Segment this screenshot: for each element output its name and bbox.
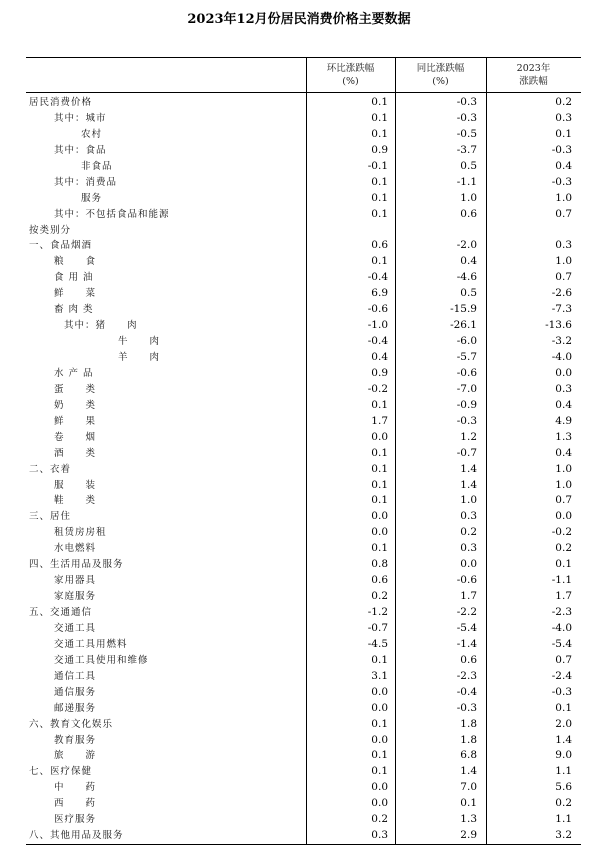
cell-mom: 0.9 (371, 143, 388, 156)
row-label: 羊 肉 (118, 352, 161, 363)
row-label: 教育服务 (54, 734, 97, 746)
cell-mom: 0.0 (371, 733, 388, 746)
table-row (26, 286, 581, 302)
table-row (26, 493, 581, 509)
cell-year: 2.0 (555, 717, 572, 730)
table-row (26, 701, 581, 717)
cell-yoy: 2.9 (460, 829, 477, 842)
row-label: 农村 (81, 128, 103, 140)
header-yoy (395, 58, 486, 92)
row-label: 奶 类 (54, 399, 97, 411)
cell-mom: 0.0 (371, 685, 388, 698)
cell-year: 1.0 (555, 191, 572, 204)
cell-yoy: -0.5 (456, 127, 477, 140)
table-row (26, 159, 581, 175)
cell-year: 0.1 (555, 127, 572, 140)
cell-mom: -1.0 (367, 319, 388, 332)
cell-mom: 0.1 (371, 446, 388, 459)
cell-year: 0.7 (555, 494, 572, 507)
table-row (26, 95, 581, 111)
table-row (26, 462, 581, 478)
table-body (26, 93, 581, 845)
cell-yoy: -0.7 (456, 446, 477, 459)
cell-year: 4.9 (555, 414, 572, 427)
cell-year: 0.3 (555, 239, 572, 252)
cell-yoy: -0.3 (456, 96, 477, 108)
cell-yoy: -4.6 (456, 271, 477, 284)
table-row (26, 366, 581, 382)
table-row (26, 175, 581, 191)
cell-mom: 0.1 (371, 398, 388, 411)
table-row (26, 446, 581, 462)
table-row (26, 398, 581, 414)
cell-yoy: -3.7 (456, 143, 477, 156)
cell-yoy: 0.6 (460, 207, 477, 220)
cell-yoy: -0.3 (456, 414, 477, 427)
cell-yoy: 1.0 (460, 191, 477, 204)
table-row (26, 191, 581, 207)
cell-mom: 0.1 (371, 653, 388, 666)
row-label: 蛋 类 (54, 383, 97, 395)
cell-yoy: -2.0 (456, 239, 477, 252)
cell-mom: 0.1 (371, 207, 388, 220)
cell-year: -1.1 (551, 574, 572, 587)
cell-yoy: -6.0 (456, 335, 477, 348)
cell-mom: 0.6 (371, 574, 388, 587)
row-label: 其中：不包括食品和能源 (54, 208, 170, 220)
cell-year: 0.7 (555, 207, 572, 220)
cell-year: 3.2 (555, 829, 572, 842)
table-row (26, 207, 581, 223)
table-row (26, 621, 581, 637)
cell-year: 0.1 (555, 558, 572, 571)
table-row (26, 111, 581, 127)
cell-mom: 0.3 (371, 829, 388, 842)
row-label: 鲜 果 (54, 415, 97, 427)
cell-yoy: 0.0 (460, 558, 477, 571)
cell-yoy: -2.2 (456, 606, 477, 618)
cell-year: 0.7 (555, 653, 572, 666)
row-label: 二、衣着 (29, 463, 72, 475)
cell-mom: 0.1 (371, 96, 388, 108)
cell-yoy: 0.5 (460, 287, 477, 300)
row-label: 交通工具用燃料 (54, 638, 128, 650)
cell-mom: 0.0 (371, 430, 388, 443)
cell-yoy: 0.2 (460, 526, 477, 539)
table-row (26, 796, 581, 812)
cell-year: -2.4 (551, 669, 572, 682)
cell-mom: -0.1 (367, 159, 388, 172)
cell-mom: 0.9 (371, 366, 388, 379)
table-row (26, 557, 581, 573)
table-row (26, 812, 581, 828)
row-label: 其中：消费品 (54, 176, 118, 188)
table-row (26, 780, 581, 796)
row-label: 服务 (81, 192, 103, 204)
cell-yoy: 1.7 (460, 590, 477, 603)
cell-mom: 0.1 (371, 478, 388, 491)
row-label: 旅 游 (54, 750, 97, 762)
cell-mom: 0.0 (371, 797, 388, 810)
page-title: 2023年12月份居民消费价格主要数据 (187, 12, 411, 27)
cell-mom: 0.1 (371, 191, 388, 204)
cell-year: 0.2 (555, 542, 572, 555)
cell-year: 0.2 (555, 96, 572, 108)
row-label: 其中：食品 (54, 144, 107, 156)
table-row (26, 541, 581, 557)
cell-year: -2.6 (551, 287, 572, 300)
cell-mom: 0.1 (371, 462, 388, 475)
cell-yoy: 0.6 (460, 653, 477, 666)
table-row (26, 733, 581, 749)
cell-yoy: -1.1 (456, 175, 477, 188)
row-label: 八、其他用品及服务 (29, 830, 124, 842)
cell-yoy: 6.8 (460, 749, 477, 762)
row-label: 酒 类 (54, 447, 97, 459)
table-row (26, 653, 581, 669)
cell-year: 1.1 (555, 813, 572, 826)
cell-mom: 3.1 (371, 669, 388, 682)
cell-year: 1.0 (555, 462, 572, 475)
row-label: 卷 烟 (54, 431, 97, 443)
cell-mom: 0.0 (371, 526, 388, 539)
cell-year: -0.3 (551, 685, 572, 698)
row-label: 交通工具 (54, 622, 97, 634)
row-label: 家庭服务 (54, 591, 97, 603)
cell-year: 5.6 (555, 781, 572, 794)
cell-year: 1.3 (555, 430, 572, 443)
cell-yoy: 1.4 (460, 462, 477, 475)
cell-mom: 0.1 (371, 765, 388, 778)
cell-mom: 0.1 (371, 542, 388, 555)
cell-year: 1.4 (555, 733, 572, 746)
cell-mom: -0.4 (367, 271, 388, 284)
cell-yoy: -0.3 (456, 111, 477, 124)
cell-yoy: -5.4 (456, 621, 477, 634)
cell-yoy: 0.3 (460, 510, 477, 523)
table-row (26, 573, 581, 589)
cell-yoy: 1.8 (460, 717, 477, 730)
cell-yoy: -0.6 (456, 574, 477, 587)
cell-year: -2.3 (551, 606, 572, 618)
cell-yoy: -1.4 (456, 637, 477, 650)
cell-mom: 0.1 (371, 749, 388, 762)
cell-mom: 0.0 (371, 781, 388, 794)
row-label: 五、交通通信 (29, 607, 93, 618)
row-label: 服 装 (54, 479, 97, 491)
cell-yoy: 0.3 (460, 542, 477, 555)
table-row (26, 525, 581, 541)
header-mom-line1: 环比涨跌幅 (326, 63, 375, 74)
cell-mom: 0.0 (371, 510, 388, 523)
row-label: 鞋 类 (54, 495, 97, 507)
row-label: 畜 肉 类 (54, 304, 94, 316)
header-yoy-line1: 同比涨跌幅 (416, 63, 465, 74)
cpi-table (26, 57, 581, 845)
header-year (486, 58, 581, 92)
table-row (26, 478, 581, 494)
row-label: 租赁房房租 (54, 527, 107, 539)
row-label: 其中：猪 肉 (64, 320, 138, 332)
cell-mom: 0.2 (371, 590, 388, 603)
cell-year: 1.7 (555, 590, 572, 603)
row-label: 七、医疗保健 (29, 766, 93, 778)
cell-yoy: 1.2 (460, 430, 477, 443)
cell-year: 0.7 (555, 271, 572, 284)
cell-mom: -4.5 (367, 637, 388, 650)
table-row (26, 143, 581, 159)
table-row (26, 764, 581, 780)
row-label: 一、食品烟酒 (29, 240, 93, 252)
table-row (26, 254, 581, 270)
cell-mom: -0.2 (367, 382, 388, 395)
cell-mom: 0.1 (371, 255, 388, 268)
cell-yoy: -0.4 (456, 685, 477, 698)
cell-mom: 0.1 (371, 111, 388, 124)
row-label: 食 用 油 (54, 272, 94, 284)
row-label: 邮递服务 (54, 702, 97, 714)
header-year-line1: 2023年 (516, 63, 551, 74)
row-label: 四、生活用品及服务 (29, 559, 124, 571)
cell-year: -4.0 (551, 621, 572, 634)
table-row (26, 382, 581, 398)
table-row (26, 717, 581, 733)
row-label: 非食品 (81, 160, 113, 172)
table-row (26, 127, 581, 143)
header-yoy-line2: (%) (432, 76, 449, 87)
cell-mom: 1.7 (371, 414, 388, 427)
cell-yoy: 1.3 (460, 813, 477, 826)
row-label: 通信服务 (54, 686, 97, 698)
table-row (26, 414, 581, 430)
cell-year: 1.0 (555, 478, 572, 491)
cell-mom: 6.9 (371, 287, 388, 300)
cell-mom: -0.6 (367, 303, 388, 316)
header-mom-line2: (%) (342, 76, 359, 87)
table-row (26, 589, 581, 605)
table-row (26, 334, 581, 350)
cell-yoy: -5.7 (456, 351, 477, 363)
cell-yoy: -7.0 (456, 382, 477, 395)
cell-year: 0.4 (555, 446, 572, 459)
cell-yoy: 1.4 (460, 765, 477, 778)
cell-year: -0.3 (551, 143, 572, 156)
row-label: 家用器具 (54, 575, 97, 587)
cell-mom: 0.1 (371, 717, 388, 730)
cell-mom: 0.1 (371, 494, 388, 507)
row-label: 西 药 (54, 798, 97, 810)
cell-yoy: 7.0 (460, 781, 477, 794)
cell-year: 0.3 (555, 382, 572, 395)
cell-year: -0.3 (551, 175, 572, 188)
cell-year: 9.0 (555, 749, 572, 762)
cell-mom: 0.0 (371, 701, 388, 714)
row-label: 按类别分 (29, 224, 72, 236)
cell-mom: 0.8 (371, 558, 388, 571)
cell-year: 0.0 (555, 366, 572, 379)
row-label: 牛 肉 (118, 336, 161, 348)
cell-year: 0.1 (555, 701, 572, 714)
cell-yoy: -26.1 (450, 319, 477, 332)
header-year-line2: 涨跌幅 (519, 76, 548, 87)
cell-yoy: 0.4 (460, 255, 477, 268)
cell-year: 0.0 (555, 510, 572, 523)
row-label: 粮 食 (54, 256, 97, 268)
table-row (26, 302, 581, 318)
cell-year: 0.4 (555, 398, 572, 411)
table-row (26, 430, 581, 446)
cell-mom: -0.4 (367, 335, 388, 348)
row-label: 水电燃料 (54, 543, 97, 555)
cell-mom: 0.6 (371, 239, 388, 252)
row-label: 通信工具 (54, 670, 97, 682)
cell-year: 0.4 (555, 159, 572, 172)
row-label: 医疗服务 (54, 814, 97, 826)
table-row (26, 509, 581, 525)
cell-year: 0.2 (555, 797, 572, 810)
cell-yoy: 1.8 (460, 733, 477, 746)
row-label: 居民消费价格 (29, 97, 93, 108)
table-row (26, 605, 581, 621)
row-label: 三、居住 (29, 511, 72, 523)
cell-yoy: 1.4 (460, 478, 477, 491)
row-label: 交通工具使用和维修 (54, 654, 149, 666)
cell-yoy: -15.9 (450, 303, 477, 316)
cell-year: -13.6 (545, 319, 572, 332)
cell-year: 1.1 (555, 765, 572, 778)
cell-yoy: -0.9 (456, 398, 477, 411)
table-row (26, 669, 581, 685)
cell-year: -0.2 (551, 526, 572, 539)
table-header (26, 57, 581, 93)
row-label: 六、教育文化娱乐 (29, 718, 114, 730)
header-mom (306, 58, 395, 92)
row-label: 水 产 品 (54, 367, 94, 379)
table-row (26, 270, 581, 286)
table-row (26, 637, 581, 653)
cell-mom: -0.7 (367, 621, 388, 634)
cell-year: -5.4 (551, 637, 572, 650)
cell-mom: 0.1 (371, 127, 388, 140)
table-row (26, 748, 581, 764)
table-row (26, 223, 581, 239)
cell-yoy: -0.6 (456, 366, 477, 379)
cell-mom: -1.2 (367, 606, 388, 618)
row-label: 鲜 菜 (54, 288, 97, 300)
row-label: 其中：城市 (54, 112, 107, 124)
cell-mom: 0.1 (371, 175, 388, 188)
cell-yoy: 1.0 (460, 494, 477, 507)
cell-mom: 0.2 (371, 813, 388, 826)
cell-yoy: 0.1 (460, 797, 477, 810)
cell-year: -4.0 (551, 351, 572, 363)
cell-yoy: 0.5 (460, 159, 477, 172)
table-row (26, 685, 581, 701)
cell-year: -3.2 (551, 335, 572, 348)
table-row (26, 238, 581, 254)
row-label: 中 药 (54, 782, 97, 794)
cell-year: 0.3 (555, 111, 572, 124)
cell-year: -7.3 (551, 303, 572, 316)
table-row (26, 828, 581, 844)
cell-yoy: -0.3 (456, 701, 477, 714)
table-row (26, 318, 581, 334)
table-row (26, 350, 581, 366)
cell-yoy: -2.3 (456, 669, 477, 682)
cell-mom: 0.4 (371, 351, 388, 363)
cell-year: 1.0 (555, 255, 572, 268)
